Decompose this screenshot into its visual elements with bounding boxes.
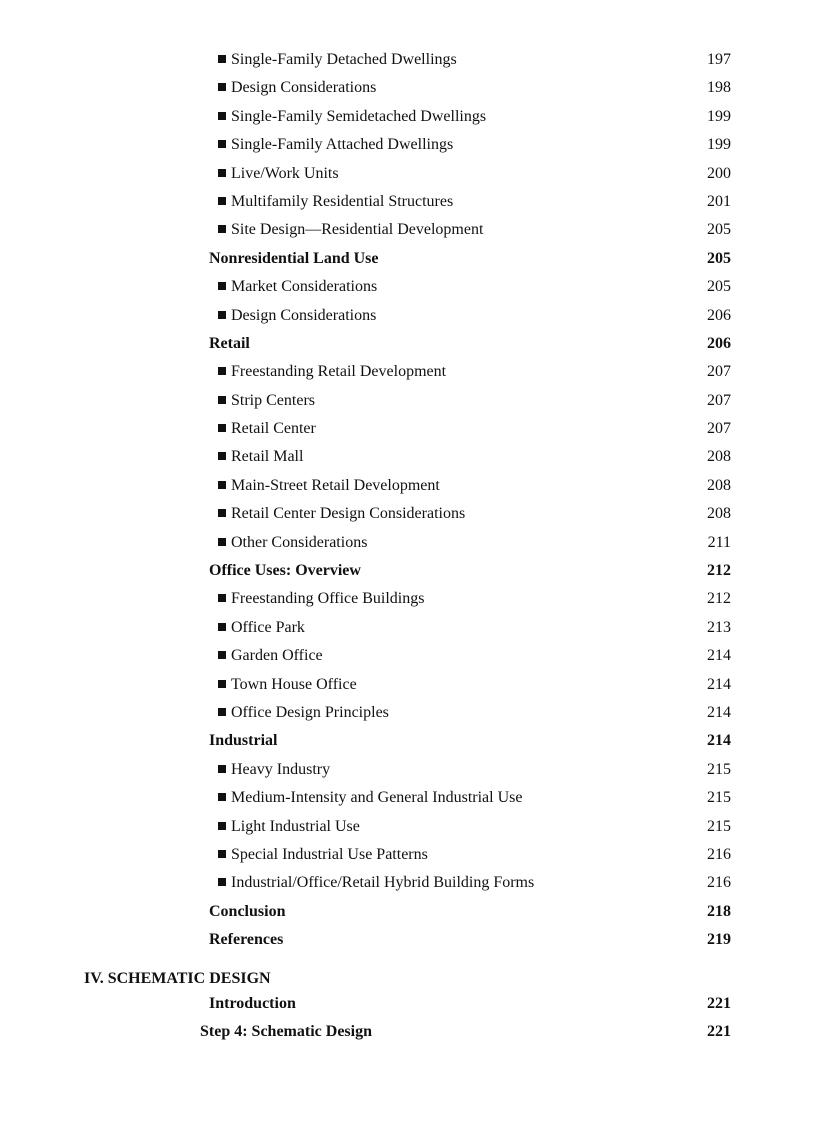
toc-entry-page: 208	[707, 476, 731, 494]
square-bullet-icon	[218, 822, 226, 830]
toc-entry-page: 218	[707, 902, 731, 920]
toc-entry-label	[209, 990, 296, 1018]
square-bullet-icon	[218, 452, 226, 460]
toc-entry-text: Retail Center	[231, 420, 316, 438]
toc-entry-text: Freestanding Office Buildings	[231, 590, 425, 608]
square-bullet-icon	[218, 538, 226, 546]
toc-entry[interactable]	[0, 103, 816, 131]
square-bullet-icon	[218, 311, 226, 319]
section-entries	[0, 990, 816, 1047]
toc-entry-text: Industrial	[209, 732, 278, 750]
toc-entry[interactable]	[0, 813, 816, 841]
toc-entry-text: Office Uses: Overview	[209, 562, 361, 580]
toc-entry[interactable]	[0, 330, 816, 358]
toc-entry[interactable]	[0, 557, 816, 585]
toc-entry-page: 215	[707, 789, 731, 807]
toc-entry[interactable]	[0, 46, 816, 74]
toc-entry-label	[218, 869, 534, 897]
toc-entry[interactable]	[0, 671, 816, 699]
toc-entry-label	[218, 302, 376, 330]
toc-entry-text: Single-Family Semidetached Dwellings	[231, 107, 487, 125]
toc-entry-page: 205	[707, 221, 731, 239]
toc-entry[interactable]	[0, 74, 816, 102]
toc-entry-label	[209, 330, 250, 358]
toc-entry-text: Retail Center Design Considerations	[231, 505, 466, 523]
toc-entry-page: 216	[707, 845, 731, 863]
toc-entry-page: 199	[707, 107, 731, 125]
square-bullet-icon	[218, 55, 226, 63]
toc-entry-label	[209, 926, 283, 954]
toc-entry-page: 212	[707, 562, 731, 580]
toc-entry-text: Strip Centers	[231, 391, 315, 409]
toc-entry-text: Town House Office	[231, 675, 357, 693]
toc-entry-text: Design Considerations	[231, 306, 377, 324]
toc-entry-page: 216	[707, 874, 731, 892]
square-bullet-icon	[218, 793, 226, 801]
toc-entry-page: 213	[707, 618, 731, 636]
toc-entry-page: 215	[707, 817, 731, 835]
toc-entry-page: 214	[707, 732, 731, 750]
toc-entry-label	[218, 642, 323, 670]
toc-entry-text: Special Industrial Use Patterns	[231, 845, 428, 863]
toc-entry-text: Retail	[209, 334, 250, 352]
toc-entry-text: Single-Family Detached Dwellings	[231, 51, 457, 68]
toc-entry-text: Retail Mall	[231, 448, 304, 466]
toc-entry-label	[218, 671, 357, 699]
toc-entry-page: 207	[707, 391, 731, 409]
toc-entry-text: Office Design Principles	[231, 703, 389, 721]
toc-entry-text: Garden Office	[231, 647, 323, 665]
toc-entry-page: 206	[707, 306, 731, 324]
toc-entry-text: Medium-Intensity and General Industrial Use	[231, 789, 523, 807]
toc-entry[interactable]	[0, 585, 816, 613]
toc-entry-page: 208	[707, 505, 731, 523]
toc-entry-label	[218, 841, 428, 869]
toc-entry[interactable]	[0, 898, 816, 926]
toc-entry[interactable]	[0, 784, 816, 812]
toc-entry-text: Other Considerations	[231, 533, 368, 551]
toc-entry[interactable]	[0, 756, 816, 784]
toc-entry-page: 205	[707, 278, 731, 296]
toc-entry-page: 221	[707, 1023, 731, 1041]
toc-entry-label	[200, 1018, 372, 1046]
toc-entry[interactable]	[0, 415, 816, 443]
toc-entry-label	[218, 415, 316, 443]
toc-entry-text: Conclusion	[209, 902, 286, 920]
toc-entry-text: Freestanding Retail Development	[231, 363, 447, 381]
toc-entry-label	[218, 699, 389, 727]
toc-entry-label	[218, 160, 339, 188]
toc-entry-label	[218, 813, 360, 841]
toc-entry[interactable]	[0, 160, 816, 188]
toc-entry-label	[209, 898, 285, 926]
toc-entry[interactable]	[0, 472, 816, 500]
toc-entry-text: References	[209, 931, 284, 949]
toc-entry[interactable]	[0, 273, 816, 301]
square-bullet-icon	[218, 140, 226, 148]
toc-entry-label	[218, 387, 315, 415]
toc-entry[interactable]	[0, 245, 816, 273]
toc-entry-page: 200	[707, 164, 731, 182]
toc-entry-text: Multifamily Residential Structures	[231, 192, 454, 210]
toc-entry-label	[218, 273, 377, 301]
toc-entry-page: 214	[707, 703, 731, 721]
toc-entry-text: Industrial/Office/Retail Hybrid Building Forms	[231, 874, 535, 892]
toc-entry[interactable]	[0, 990, 816, 1018]
toc-entry-text: Nonresidential Land Use	[209, 249, 379, 267]
toc-entry[interactable]	[0, 529, 816, 557]
square-bullet-icon	[218, 651, 226, 659]
toc-entry-text: Single-Family Attached Dwellings	[231, 136, 454, 154]
square-bullet-icon	[218, 850, 226, 858]
square-bullet-icon	[218, 83, 226, 91]
toc-entry-label	[218, 614, 305, 642]
toc-entry-label	[218, 188, 453, 216]
toc-entry[interactable]	[0, 1018, 816, 1046]
toc-entry-text: Live/Work Units	[231, 164, 339, 182]
toc-entry-label	[218, 756, 330, 784]
square-bullet-icon	[218, 424, 226, 432]
toc-entry-text: Heavy Industry	[231, 760, 331, 778]
toc-entry[interactable]	[0, 869, 816, 897]
toc-entry-label	[209, 727, 277, 755]
toc-entry[interactable]	[0, 216, 816, 244]
toc-entry[interactable]	[0, 302, 816, 330]
toc-entry-label	[218, 472, 440, 500]
square-bullet-icon	[218, 680, 226, 688]
toc-entry-page: 212	[707, 590, 731, 608]
square-bullet-icon	[218, 169, 226, 177]
toc-entry[interactable]	[0, 727, 816, 755]
toc-entry-text: Step 4: Schematic Design	[200, 1023, 372, 1041]
square-bullet-icon	[218, 481, 226, 489]
toc-entry-label	[209, 245, 379, 273]
toc-entry-page: 197	[707, 51, 731, 68]
toc-entry-label	[218, 46, 457, 74]
toc-entry-page: 215	[707, 760, 731, 778]
toc-entry-text: Site Design—Residential Development	[231, 221, 484, 239]
toc-entry-label	[218, 443, 303, 471]
toc-entry[interactable]	[0, 841, 816, 869]
toc-entry[interactable]	[0, 188, 816, 216]
toc-entry[interactable]	[0, 642, 816, 670]
toc-entry-text: Design Considerations	[231, 79, 377, 97]
toc-entry-label	[209, 557, 361, 585]
toc-entry-text: Introduction	[209, 995, 296, 1012]
square-bullet-icon	[218, 708, 226, 716]
toc-entry-label	[218, 216, 483, 244]
toc-entry-label	[218, 784, 522, 812]
toc-entry-text: Light Industrial Use	[231, 817, 360, 835]
toc-entry-page: 199	[707, 136, 731, 154]
toc-entry-page: 208	[707, 448, 731, 466]
toc-entry-page: 214	[707, 647, 731, 665]
square-bullet-icon	[218, 282, 226, 290]
square-bullet-icon	[218, 623, 226, 631]
toc-entry[interactable]	[0, 358, 816, 386]
toc-entry-label	[218, 103, 486, 131]
table-of-contents	[0, 46, 816, 955]
toc-entry-page: 207	[707, 420, 731, 438]
square-bullet-icon	[218, 197, 226, 205]
toc-entry-label	[218, 131, 453, 159]
toc-entry-text: Main-Street Retail Development	[231, 476, 440, 494]
toc-entry-page: 207	[707, 363, 731, 381]
toc-entry-label	[218, 358, 446, 386]
toc-entry[interactable]	[0, 926, 816, 954]
toc-entry[interactable]	[0, 387, 816, 415]
square-bullet-icon	[218, 594, 226, 602]
toc-entry[interactable]	[0, 443, 816, 471]
toc-entry-label	[218, 500, 465, 528]
square-bullet-icon	[218, 765, 226, 773]
square-bullet-icon	[218, 396, 226, 404]
toc-entry-label	[218, 529, 367, 557]
toc-entry-page: 221	[707, 995, 731, 1012]
toc-entry-page: 219	[707, 931, 731, 949]
square-bullet-icon	[218, 367, 226, 375]
toc-entry-page: 211	[707, 533, 731, 551]
toc-entry[interactable]	[0, 699, 816, 727]
square-bullet-icon	[218, 878, 226, 886]
toc-entry-page: 214	[707, 675, 731, 693]
toc-entry-label	[218, 74, 376, 102]
toc-entry[interactable]	[0, 614, 816, 642]
toc-entry-page: 201	[707, 192, 731, 210]
square-bullet-icon	[218, 509, 226, 517]
toc-entry-text: Market Considerations	[231, 278, 378, 296]
toc-entry-page: 205	[707, 249, 731, 267]
toc-entry-page: 198	[707, 79, 731, 97]
toc-entry-label	[218, 585, 424, 613]
toc-entry[interactable]	[0, 131, 816, 159]
toc-entry-page: 206	[707, 334, 731, 352]
square-bullet-icon	[218, 225, 226, 233]
toc-entry-text: Office Park	[231, 618, 305, 636]
square-bullet-icon	[218, 112, 226, 120]
toc-entry[interactable]	[0, 500, 816, 528]
section-title: IV. SCHEMATIC DESIGN	[84, 970, 271, 987]
